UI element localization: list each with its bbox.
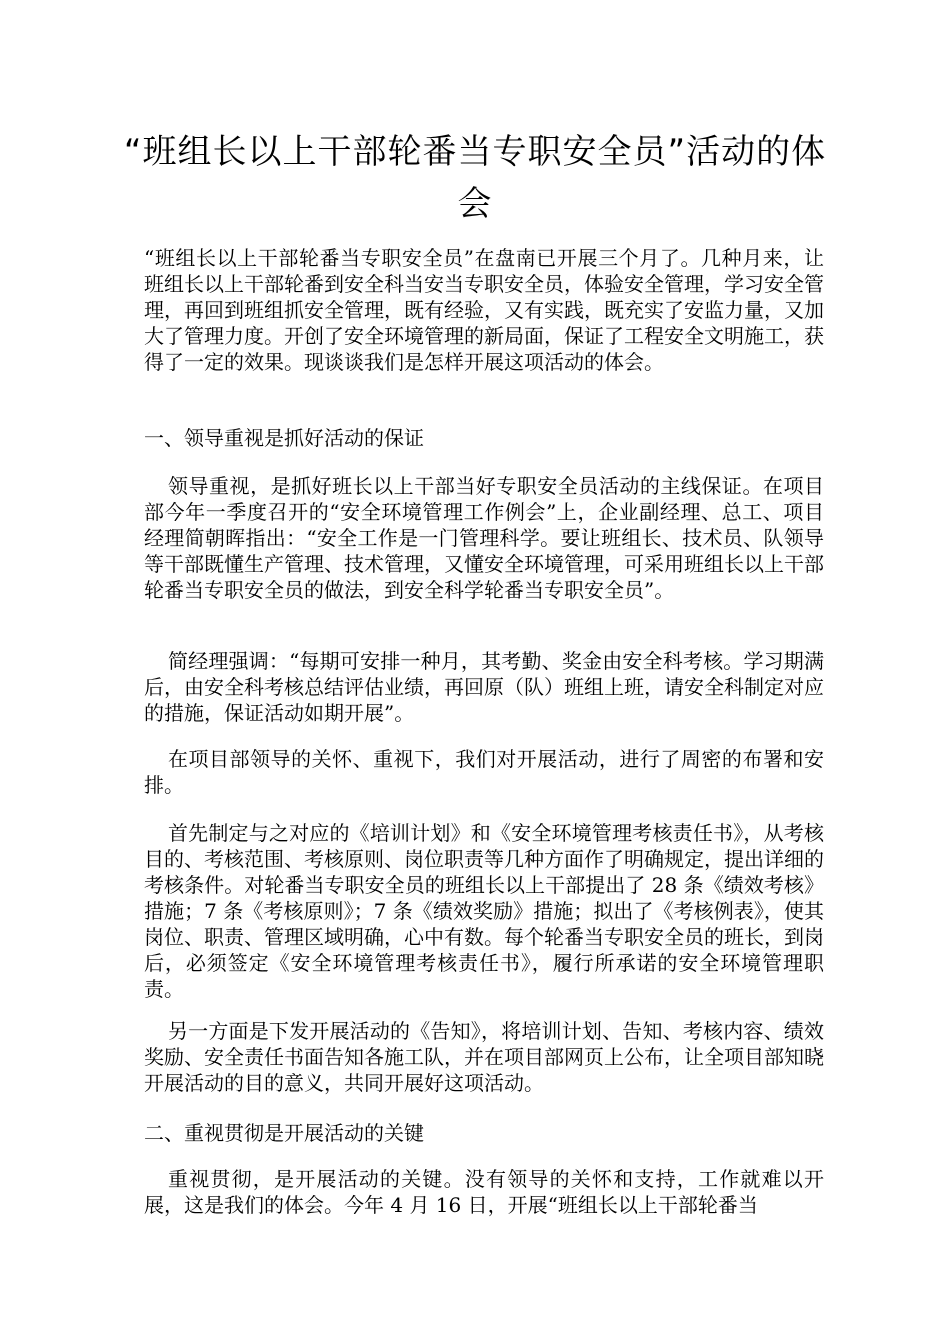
section-heading-1: 一、领导重视是抓好活动的保证 [144, 426, 424, 450]
intro-paragraph: “班组长以上干部轮番当专职安全员”在盘南已开展三个月了。几种月来，让班组长以上干部轮番到安全科当安当专职安全员，体验安全管理，学习安全管理，再回到班组抓安全管理，既有经验，又有实践，既充实了安监力量，又加大了管理力度。开创了安全环境管理的新局面，保证了工程安全文明施工，获得了一定的效果。现谈谈我们是怎样开展这项活动的体会。 [144, 246, 824, 374]
paragraph-training-plan: 首先制定与之对应的《培训计划》和《安全环境管理考核责任书》，从考核目的、考核范围、考核原则、岗位职责等几种方面作了明确规定，提出详细的考核条件。对轮番当专职安全员的班组长以上干部提出了 28 条《绩效考核》措施；7 条《考核原则》；7 条《绩效奖励》措施；拟出了《考核例表》，使其岗位、职责、管理区域明确，心中有数。每个轮番当专职安全员的班长，到岗后，必须签定《安全环境管理考核责任书》，履行所承诺的安全环境管理职责。 [144, 821, 824, 1001]
section-heading-2: 二、重视贯彻是开展活动的关键 [144, 1121, 424, 1145]
paragraph-arrangement: 在项目部领导的关怀、重视下，我们对开展活动，进行了周密的布署和安排。 [144, 747, 824, 797]
paragraph-manager-emphasis: 简经理强调：“每期可安排一种月，其考勤、奖金由安全科考核。学习期满后，由安全科考核总结评估业绩，再回原（队）班组上班，请安全科制定对应的措施，保证活动如期开展”。 [144, 649, 824, 725]
paragraph-implementation: 重视贯彻，是开展活动的关键。没有领导的关怀和支持，工作就难以开展，这是我们的体会。今年 4 月 16 日，开展“班组长以上干部轮番当 [144, 1167, 824, 1217]
paragraph-notice: 另一方面是下发开展活动的《告知》，将培训计划、告知、考核内容、绩效奖励、安全责任书面告知各施工队，并在项目部网页上公布，让全项目部知晓开展活动的目的意义，共同开展好这项活动。 [144, 1019, 824, 1095]
paragraph-leadership: 领导重视，是抓好班长以上干部当好专职安全员活动的主线保证。在项目部今年一季度召开的“安全环境管理工作例会”上，企业副经理、总工、项目经理简朝晖指出：“安全工作是一门管理科学。要让班组长、技术员、队领导等干部既懂生产管理、技术管理，又懂安全环境管理，可采用班组长以上干部轮番当专职安全员的做法，到安全科学轮番当专职安全员”。 [144, 474, 824, 602]
document-title: “班组长以上干部轮番当专职安全员”活动的体会 [123, 132, 827, 224]
